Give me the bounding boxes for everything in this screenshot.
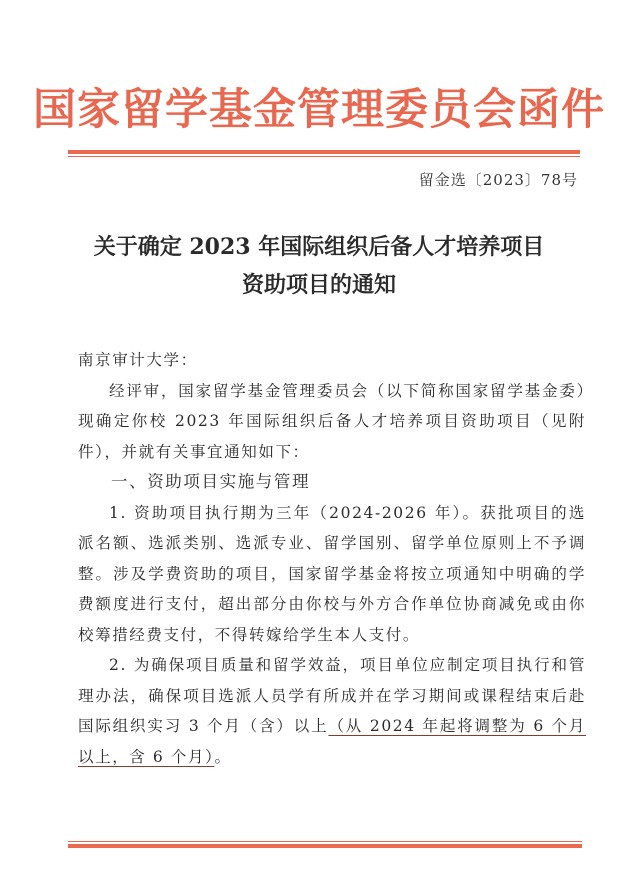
item-2-paragraph: [78, 650, 586, 772]
document-body: [78, 345, 586, 772]
footer-divider: [68, 841, 582, 848]
title-line-1: 关于确定 2023 年国际组织后备人才培养项目: [93, 234, 545, 260]
letterhead-divider: [68, 150, 580, 157]
item-2-end: 。: [214, 747, 232, 766]
item-2-underlined-note: （从 2024 年起将调整为 6 个月以上，含 6 个月）: [78, 717, 586, 766]
section-heading: 一、资助项目实施与管理: [111, 472, 311, 491]
intro-paragraph: 经评审，国家留学基金管理委员会（以下简称国家留学基金委）现确定你校 2023 年国际组织后备人才培养项目资助项目（见附件），并就有关事宜通知如下：: [78, 381, 586, 461]
item-2-text: 2. 为确保项目质量和留学效益，项目单位应制定项目执行和管理办法，确保项目选派人员学有所成并在学习期间或课程结束后赴国际组织实习 3 个月（含）以上: [78, 656, 586, 735]
salutation: 南京审计大学：: [78, 351, 198, 369]
letterhead-title: 国家留学基金管理委员会函件: [33, 85, 605, 135]
title-line-2: 资助项目的通知: [241, 272, 396, 298]
item-1-paragraph: 1. 资助项目执行期为三年（2024-2026 年）。获批项目的选派名额、选派类别、选派专业、留学国别、留学单位原则上不予调整。涉及学费资助的项目，国家留学基金将按立项通知中明确的学费额度进行支付，超出部分由你校与外方合作单位协商减免或由你校筹措经费支付，不得转嫁给学生本人支付。: [78, 503, 586, 644]
document-title: [0, 228, 638, 304]
document-number: 留金选〔2023〕78号: [418, 171, 578, 189]
